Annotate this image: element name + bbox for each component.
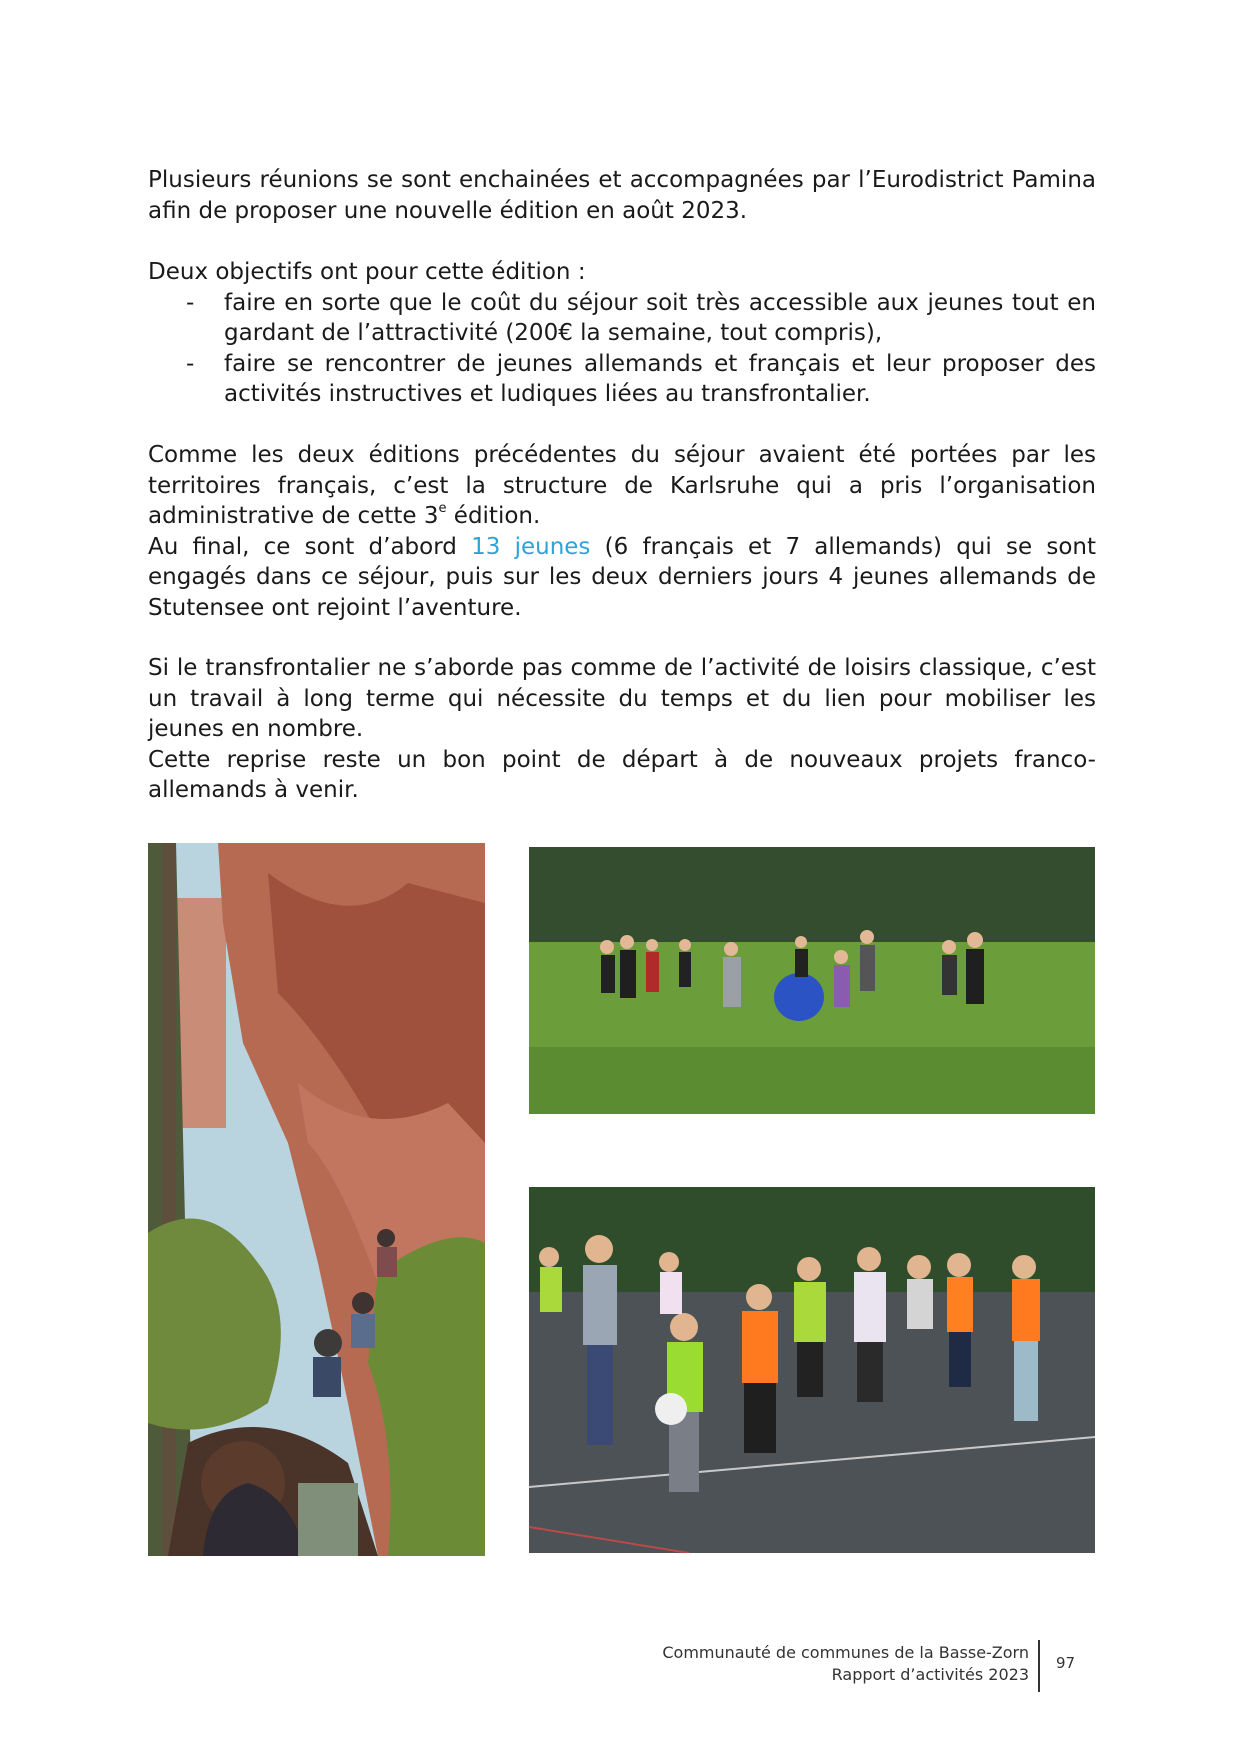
list-item [148,288,1096,349]
footer [662,1642,1029,1686]
paragraph-text: Cette reprise reste un bon point de départ à de nouveaux projets franco-allemands à venir. [148,746,1096,803]
footer-organisation: Communauté de communes de la Basse-Zorn [662,1643,1029,1662]
bullet-dash: - [186,350,195,377]
text-run: édition. [446,503,541,529]
bullet-dash: - [186,289,195,316]
photo-ball-game [529,847,1095,1114]
list-item-text: faire en sorte que le coût du séjour soit très accessible aux jeunes tout en gardant de l’attractivité (200€ la semaine, tout compris), [224,289,1096,346]
objectives-list [148,288,1096,410]
photo-cliff-hike [148,843,485,1556]
paragraph-conclusion [148,653,1096,806]
paragraph-intro [148,165,1096,226]
page-number: 97 [1056,1654,1076,1672]
paragraph-text: Si le transfrontalier ne s’aborde pas comme de l’activité de loisirs classique, c’est un travail à long terme qui nécessite du temps et du lien pour mobiliser les jeunes en nombre. [148,655,1096,742]
list-item [148,349,1096,410]
photo-handball-game [529,1187,1095,1553]
footer-divider [1038,1640,1040,1692]
superscript: e [438,501,447,517]
paragraph-organisation [148,440,1096,623]
paragraph-text [148,440,1096,532]
text-run: Au final, ce sont d’abord [148,533,472,560]
objectives-intro: Deux objectifs ont pour cette édition : [148,259,586,285]
text-run: Comme les deux éditions précédentes du séjour avaient été portées par les territoires français, c’est la structure de Karlsruhe qui a pris l’organisation administrative de cette 3 [148,442,1096,529]
paragraph-text: Plusieurs réunions se sont enchainées et accompagnées par l’Eurodistrict Pamina afin de proposer une nouvelle édition en août 2023. [148,167,1096,224]
list-item-text: faire se rencontrer de jeunes allemands et français et leur proposer des activités instructives et ludiques liées au transfrontalier. [224,350,1096,407]
text-run: (6 français et 7 allemands) qui se sont engagés dans ce séjour, puis sur les deux derniers jours 4 jeunes allemands de Stutensee ont rejoint l’aventure. [148,533,1097,621]
footer-report-title: Rapport d’activités 2023 [831,1665,1029,1684]
paragraph-text [148,532,1096,624]
objectives-section [148,257,1096,410]
highlighted-count: 13 jeunes [471,533,591,560]
